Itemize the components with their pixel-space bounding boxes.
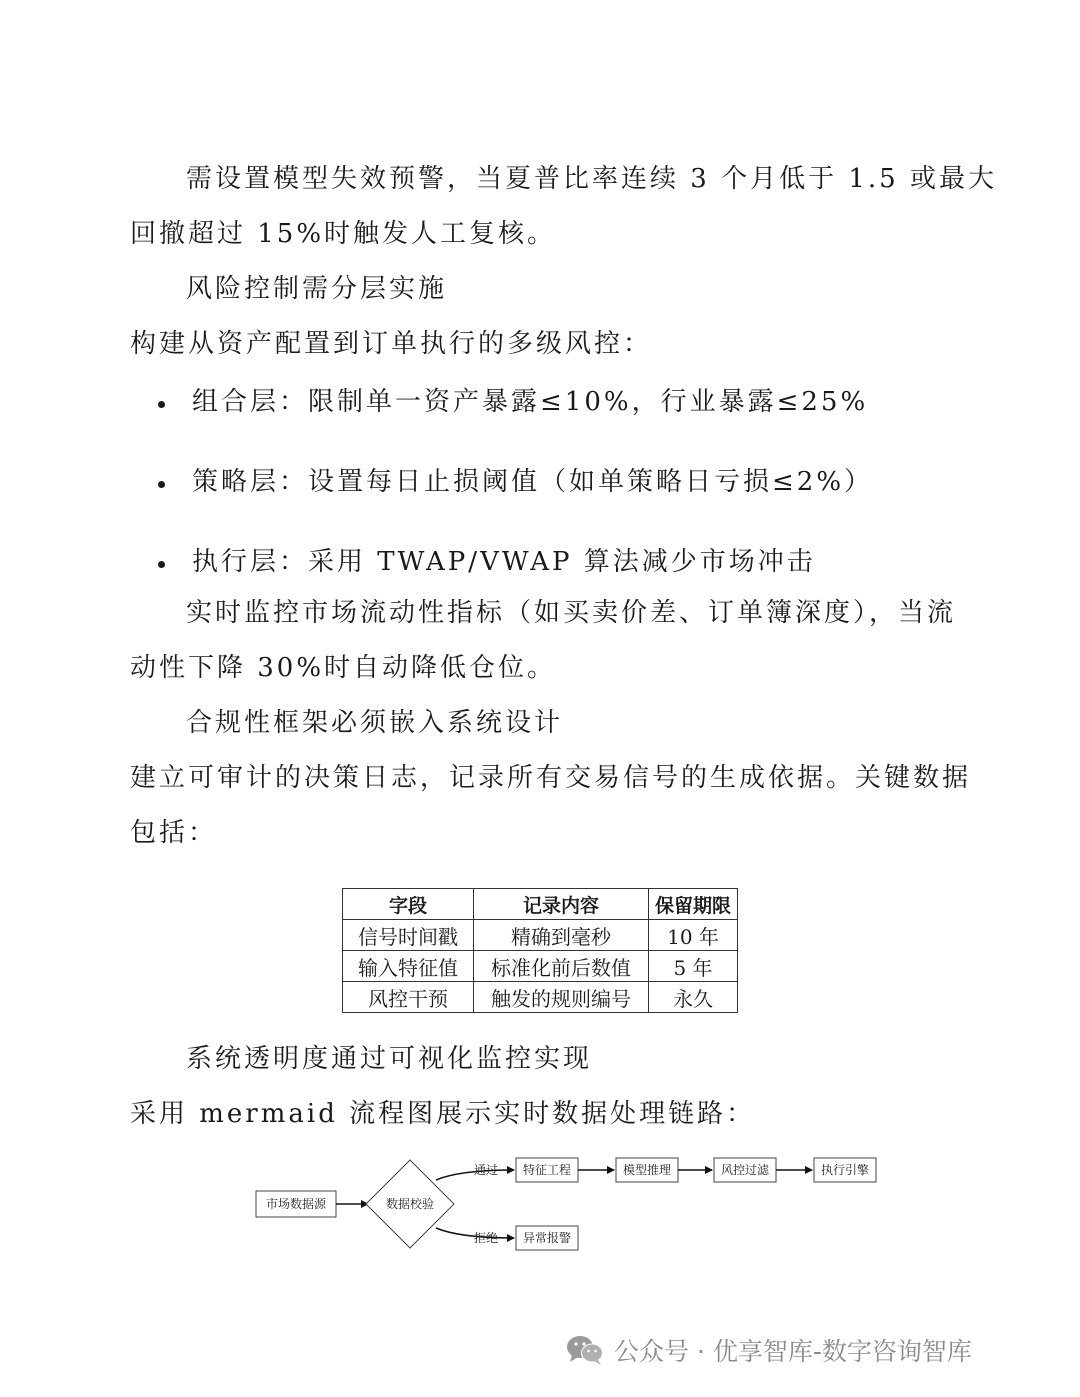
bullet-dot [158, 561, 165, 568]
data-pipeline-flowchart [250, 1150, 890, 1260]
wechat-icon [566, 1334, 604, 1366]
table-header-cell: 保留期限 [649, 889, 738, 920]
flow-node-model-inference [616, 1158, 678, 1182]
flow-node-execution-engine [814, 1158, 876, 1182]
flow-node-risk-filter [714, 1158, 776, 1182]
paragraph-line: 回撤超过 15%时触发人工复核。 [130, 219, 557, 249]
table-cell: 5 年 [649, 951, 738, 982]
table-row [343, 982, 738, 1013]
section-heading: 系统透明度通过可视化监控实现 [186, 1044, 593, 1074]
paragraph-line: 需设置模型失效预警，当夏普比率连续 3 个月低于 1.5 或最大 [186, 164, 997, 194]
bullet-item: 执行层：采用 TWAP/VWAP 算法减少市场冲击 [192, 547, 816, 577]
table-row [343, 951, 738, 982]
table-header-cell: 记录内容 [474, 889, 649, 920]
flow-node-label: 异常报警 [522, 1231, 572, 1245]
flow-node-label: 特征工程 [522, 1163, 572, 1177]
table-cell: 风控干预 [343, 982, 474, 1013]
flow-node-label: 数据校验 [385, 1197, 435, 1211]
table-cell: 信号时间戳 [343, 920, 474, 951]
flow-node-source [256, 1191, 336, 1217]
bullet-dot [158, 481, 165, 488]
footer-watermark [566, 1330, 972, 1370]
table-cell: 永久 [649, 982, 738, 1013]
flow-edge-label-pass: 通过 [473, 1163, 499, 1177]
table-cell: 触发的规则编号 [474, 982, 649, 1013]
table-cell: 精确到毫秒 [474, 920, 649, 951]
bullet-item: 组合层：限制单一资产暴露≤10%，行业暴露≤25% [192, 387, 869, 417]
paragraph-line: 构建从资产配置到订单执行的多级风控： [130, 329, 653, 359]
table-cell: 10 年 [649, 920, 738, 951]
flow-node-label: 市场数据源 [265, 1197, 327, 1211]
paragraph-line: 包括： [130, 818, 218, 848]
flow-node-feature-engineering [516, 1158, 578, 1182]
section-heading: 风险控制需分层实施 [186, 274, 448, 304]
flow-node-label: 模型推理 [622, 1163, 672, 1177]
section-heading: 合规性框架必须嵌入系统设计 [186, 708, 564, 738]
paragraph-line: 实时监控市场流动性指标（如买卖价差、订单簿深度），当流 [186, 598, 957, 628]
flow-node-label: 执行引擎 [820, 1163, 870, 1177]
bullet-dot [158, 401, 165, 408]
table-header-cell: 字段 [343, 889, 474, 920]
table-header-row [343, 889, 738, 920]
table-row [343, 920, 738, 951]
footer-text: 公众号 · 优享智库-数字咨询智库 [614, 1337, 972, 1366]
table-cell: 标准化前后数值 [474, 951, 649, 982]
decision-log-table [342, 888, 738, 1013]
flow-node-decision [366, 1160, 454, 1248]
paragraph-line: 建立可审计的决策日志，记录所有交易信号的生成依据。关键数据 [130, 763, 972, 793]
paragraph-line: 动性下降 30%时自动降低仓位。 [130, 653, 557, 683]
paragraph-line: 采用 mermaid 流程图展示实时数据处理链路： [130, 1099, 756, 1129]
flow-node-anomaly-alert [516, 1226, 578, 1250]
table-cell: 输入特征值 [343, 951, 474, 982]
flow-node-label: 风控过滤 [720, 1163, 770, 1177]
flow-edge-label-reject: 拒绝 [473, 1231, 499, 1245]
bullet-item: 策略层：设置每日止损阈值（如单策略日亏损≤2%） [192, 467, 874, 497]
